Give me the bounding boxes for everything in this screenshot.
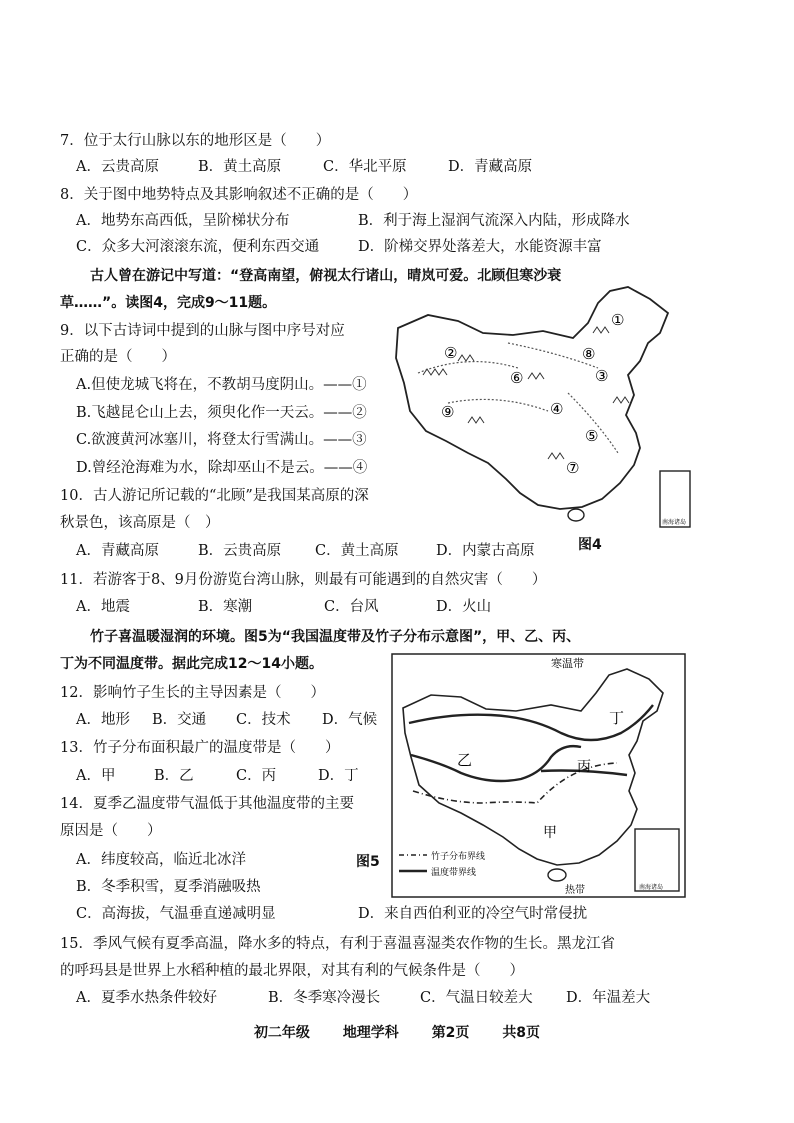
q9-option-b: B.飞越昆仑山上去，须臾化作一天云。——② bbox=[76, 405, 367, 421]
marker-5: ⑤ bbox=[585, 427, 599, 445]
q8-option-a: A．地势东高西低，呈阶梯状分布 bbox=[76, 213, 290, 229]
q7-stem: 7．位于太行山脉以东的地形区是（ ） bbox=[60, 133, 331, 149]
q15-option-b: B．冬季寒冷漫长 bbox=[268, 990, 381, 1006]
footer-subject: 地理学科 bbox=[342, 1025, 399, 1041]
q9-option-c: C.欲渡黄河冰塞川，将登太行雪满山。——③ bbox=[76, 432, 367, 448]
q14-option-d: D．来自西伯利亚的冷空气时常侵扰 bbox=[358, 906, 588, 922]
q10-stem-line-2: 秋景色，该高原是（ ） bbox=[60, 515, 220, 531]
zone-label-ding: 丁 bbox=[609, 709, 625, 727]
zone-label-jia: 甲 bbox=[543, 825, 557, 841]
q12-option-c: C．技术 bbox=[236, 712, 291, 728]
zone-label-bing: 丙 bbox=[577, 759, 591, 775]
q8-option-c: C．众多大河滚滚东流，便利东西交通 bbox=[76, 239, 320, 255]
q13-option-b: B．乙 bbox=[154, 768, 194, 784]
zone-label-cold-temperate: 寒温带 bbox=[551, 657, 584, 670]
footer-grade: 初二年级 bbox=[253, 1025, 310, 1041]
hainan-island-fig5 bbox=[548, 869, 566, 881]
q14-stem-line-2: 原因是（ ） bbox=[60, 823, 162, 839]
q11-option-a: A．地震 bbox=[76, 599, 130, 615]
footer-total: 共8页 bbox=[502, 1025, 541, 1041]
q10-option-c: C．黄土高原 bbox=[315, 543, 399, 559]
q7-option-a: A．云贵高原 bbox=[76, 159, 159, 175]
passage-1-line-1: 古人曾在游记中写道：“登高南望，俯视太行诸山，晴岚可爱。北顾但寒沙衰 bbox=[90, 268, 562, 284]
marker-1: ① bbox=[611, 311, 625, 329]
page-footer bbox=[0, 1022, 794, 1042]
q9-stem-line-1: 9．以下古诗词中提到的山脉与图中序号对应 bbox=[60, 323, 345, 339]
q11-stem: 11．若游客于8、9月份游览台湾山脉，则最有可能遇到的自然灾害（ ） bbox=[60, 572, 547, 588]
temp-boundary-plateau bbox=[411, 746, 581, 781]
q11-option-d: D．火山 bbox=[436, 599, 492, 615]
q15-option-a: A．夏季水热条件较好 bbox=[76, 990, 217, 1006]
q10-option-b: B．云贵高原 bbox=[198, 543, 282, 559]
q14-option-a: A．纬度较高，临近北冰洋 bbox=[76, 852, 246, 868]
marker-4: ④ bbox=[550, 400, 564, 418]
q14-option-c: C．高海拔，气温垂直递减明显 bbox=[76, 906, 276, 922]
marker-9: ⑨ bbox=[441, 403, 455, 421]
q12-option-b: B．交通 bbox=[152, 712, 207, 728]
q10-stem-line-1: 10．古人游记所记载的“北顾”是我国某高原的深 bbox=[60, 488, 369, 504]
figure-4-china-mountains-map bbox=[388, 283, 694, 533]
marker-2: ② bbox=[444, 344, 458, 362]
marker-3: ③ bbox=[595, 367, 609, 385]
figure-5-label: 图5 bbox=[356, 854, 380, 870]
q11-option-b: B．寒潮 bbox=[198, 599, 253, 615]
q13-stem: 13．竹子分布面积最广的温度带是（ ） bbox=[60, 740, 340, 756]
q7-option-b: B．黄土高原 bbox=[198, 159, 282, 175]
hainan-island bbox=[568, 509, 584, 521]
south-china-sea-inset-fig5 bbox=[635, 829, 679, 891]
q8-option-b: B．利于海上湿润气流深入内陆，形成降水 bbox=[358, 213, 630, 229]
passage-2-line-2: 丁为不同温度带。据此完成12～14小题。 bbox=[60, 656, 323, 672]
china-outline-fig5 bbox=[403, 669, 663, 865]
passage-2-line-1: 竹子喜温暖湿润的环境。图5为“我国温度带及竹子分布示意图”，甲、乙、丙、 bbox=[90, 629, 581, 645]
figure-5-temperature-zones-map bbox=[391, 653, 686, 898]
legend-bamboo-text: 竹子分布界线 bbox=[431, 852, 486, 862]
q14-option-b: B．冬季积雪，夏季消融吸热 bbox=[76, 879, 261, 895]
marker-6: ⑥ bbox=[510, 369, 524, 387]
q10-option-d: D．内蒙古高原 bbox=[436, 543, 535, 559]
q8-stem: 8．关于图中地势特点及其影响叙述不正确的是（ ） bbox=[60, 187, 418, 203]
marker-7: ⑦ bbox=[566, 459, 580, 477]
zone-label-yi: 乙 bbox=[457, 751, 473, 769]
q15-line-2: 的呼玛县是世界上水稻种植的最北界限，对其有利的气候条件是（ ） bbox=[60, 963, 524, 979]
q15-option-d: D．年温差大 bbox=[566, 990, 651, 1006]
legend-temp-text: 温度带界线 bbox=[431, 868, 477, 878]
zone-label-tropic: 热带 bbox=[565, 885, 585, 896]
footer-page: 第2页 bbox=[431, 1025, 470, 1041]
q13-option-a: A．甲 bbox=[76, 768, 116, 784]
passage-1-line-2: 草……”。读图4，完成9～11题。 bbox=[60, 295, 277, 311]
q12-option-d: D．气候 bbox=[322, 712, 378, 728]
q7-option-c: C．华北平原 bbox=[323, 159, 407, 175]
q9-option-d: D.曾经沧海难为水，除却巫山不是云。——④ bbox=[76, 460, 368, 476]
q7-option-d: D．青藏高原 bbox=[448, 159, 533, 175]
q13-option-d: D．丁 bbox=[318, 768, 359, 784]
q15-option-c: C．气温日较差大 bbox=[420, 990, 533, 1006]
q15-line-1: 15．季风气候有夏季高温，降水多的特点，有利于喜温喜湿类农作物的生长。黑龙江省 bbox=[60, 936, 615, 952]
q12-stem: 12．影响竹子生长的主导因素是（ ） bbox=[60, 685, 325, 701]
fig5-inset-caption: 南海诸岛 bbox=[639, 884, 664, 891]
figure-4-label: 图4 bbox=[578, 537, 602, 553]
q14-stem-line-1: 14．夏季乙温度带气温低于其他温度带的主要 bbox=[60, 796, 354, 812]
q9-stem-line-2: 正确的是（ ） bbox=[60, 349, 176, 365]
marker-8: ⑧ bbox=[582, 345, 596, 363]
china-outline bbox=[396, 287, 668, 509]
q13-option-c: C．丙 bbox=[236, 768, 277, 784]
q11-option-c: C．台风 bbox=[324, 599, 379, 615]
fig4-inset-caption: 南海诸岛 bbox=[662, 519, 687, 526]
q8-option-d: D．阶梯交界处落差大，水能资源丰富 bbox=[358, 239, 602, 255]
q9-option-a: A.但使龙城飞将在，不教胡马度阴山。——① bbox=[76, 377, 367, 393]
q12-option-a: A．地形 bbox=[76, 712, 130, 728]
q10-option-a: A．青藏高原 bbox=[76, 543, 159, 559]
